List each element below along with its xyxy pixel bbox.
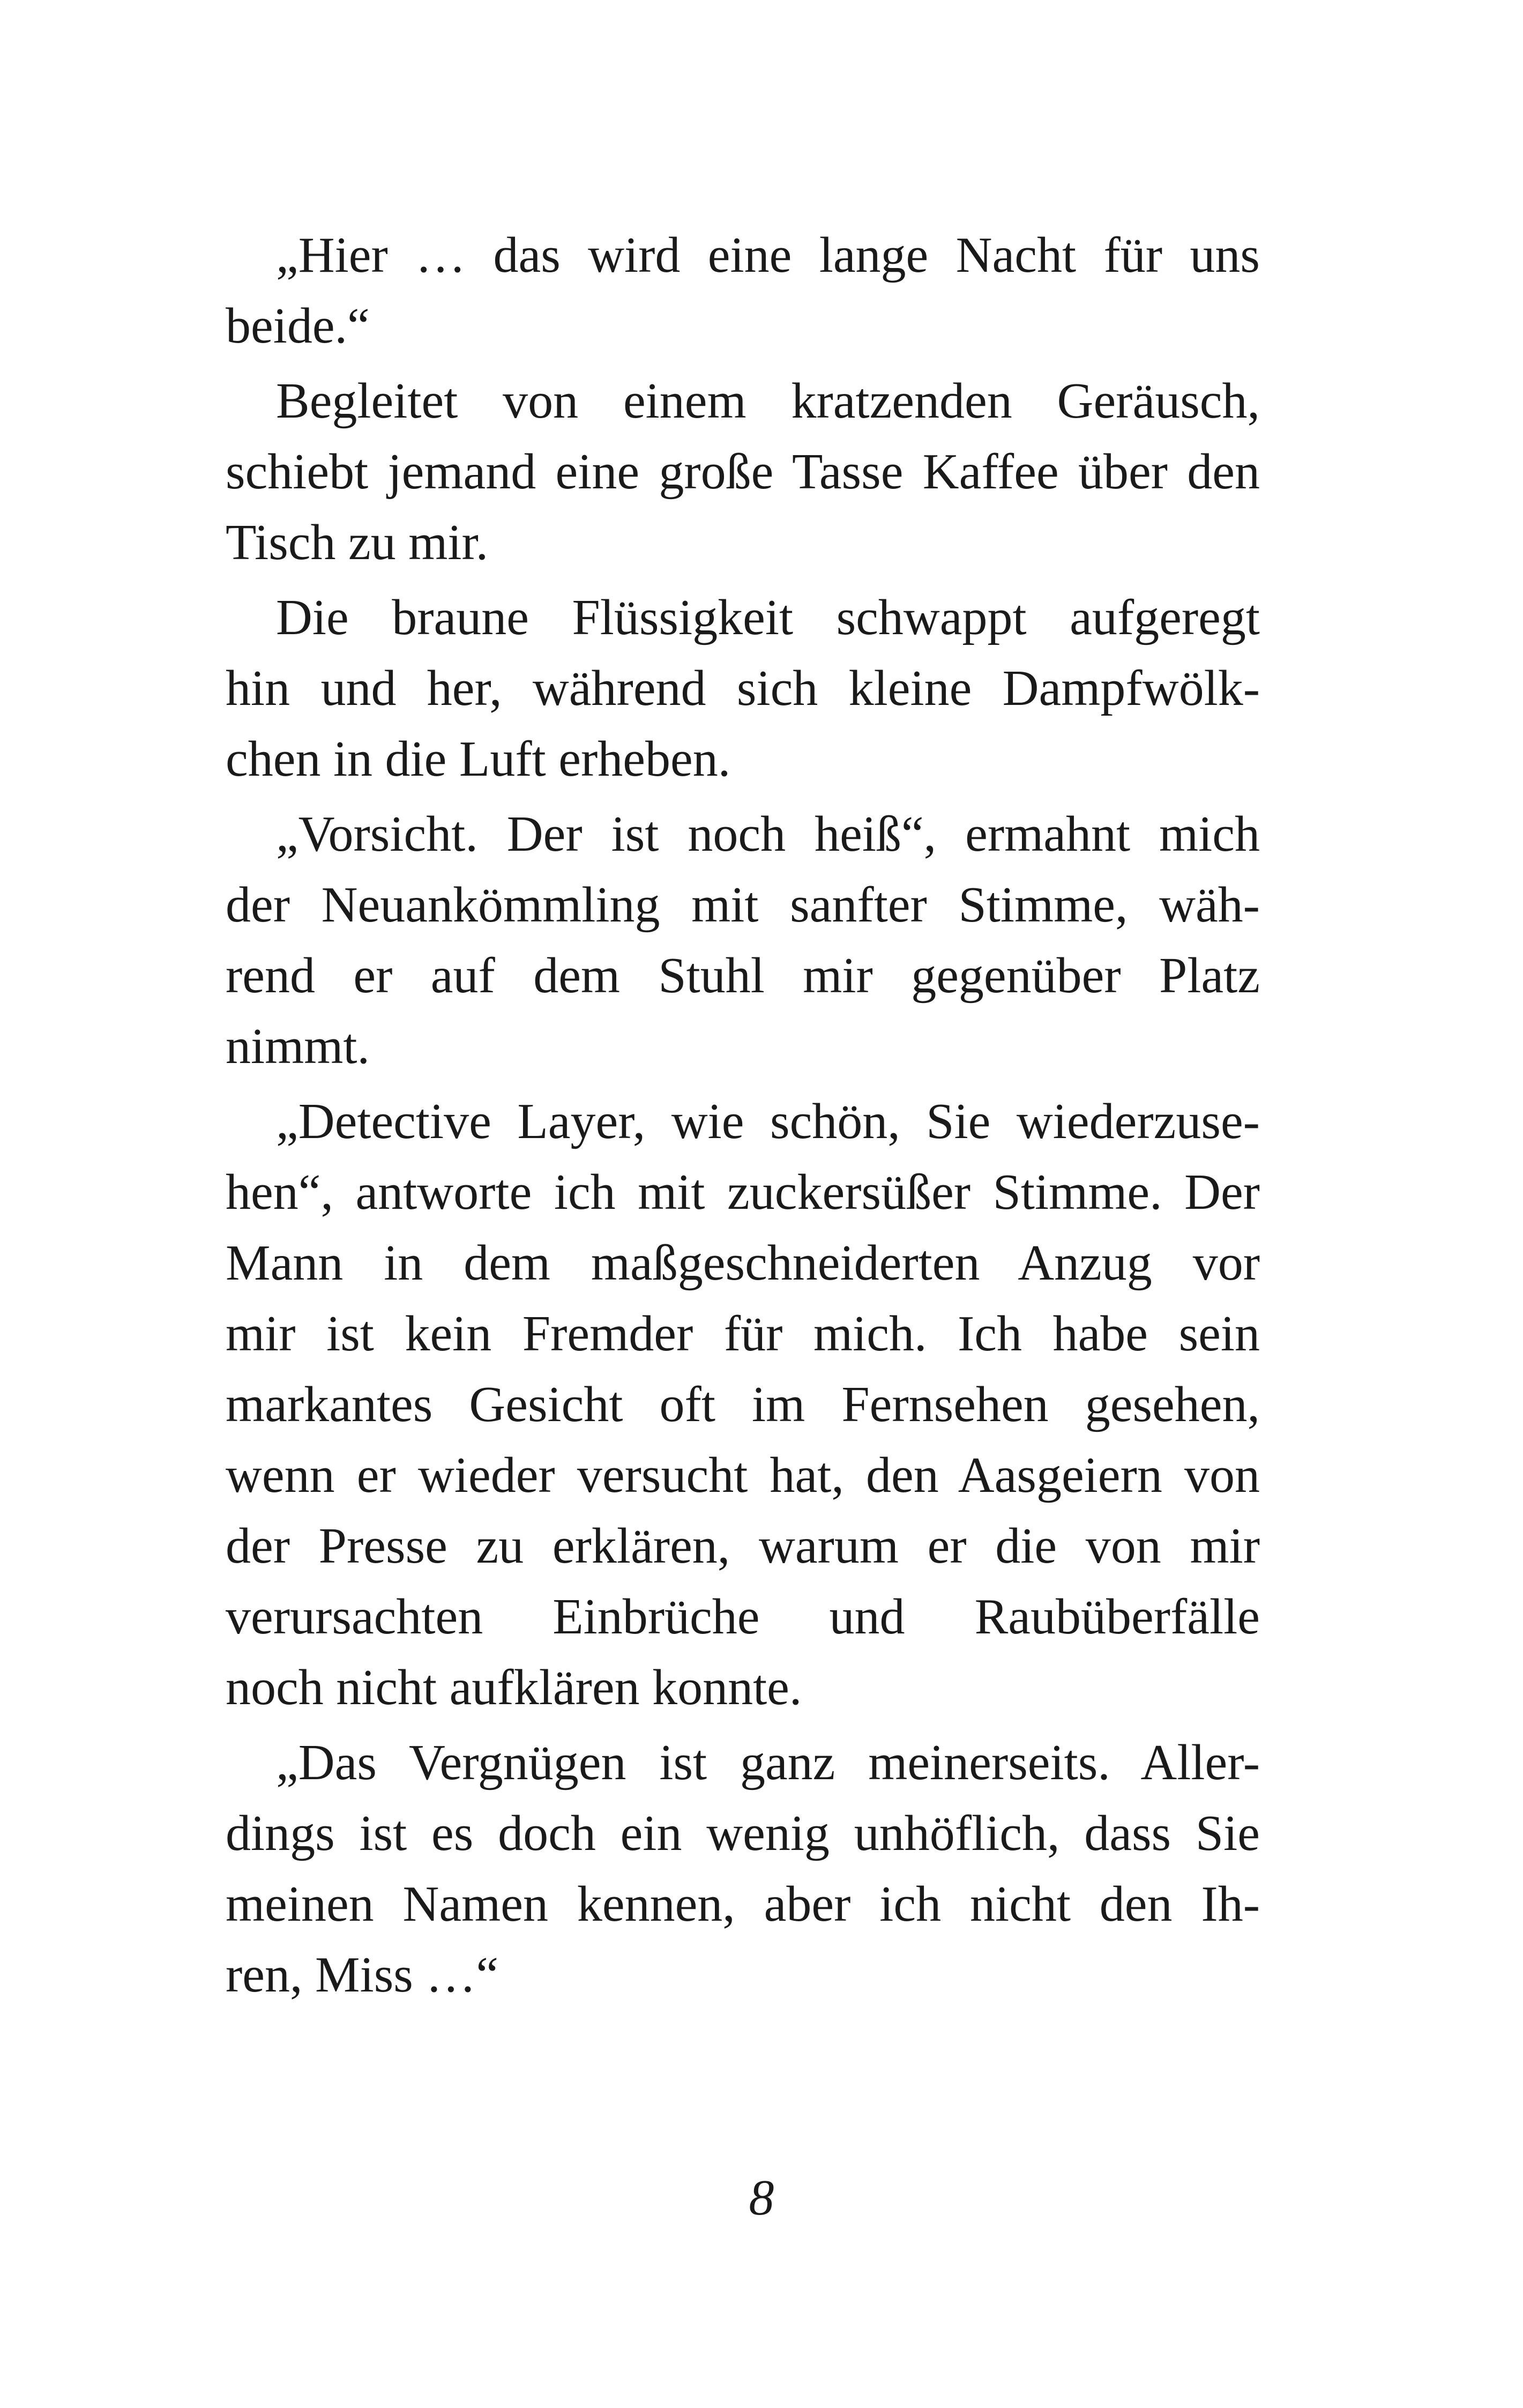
paragraph-5 [226,1086,1260,1723]
paragraph-4 [226,799,1260,1082]
text-line: „Vorsicht. Der ist noch heiß“, ermahnt mich [276,806,1260,862]
text-line: markantes Gesicht oft im Fernsehen gesehen, [226,1377,1260,1432]
text-line: Begleitet von einem kratzenden Geräusch, [276,373,1260,429]
text-line: dings ist es doch ein wenig unhöflich, dass Sie [226,1805,1260,1861]
text-line: mir ist kein Fremder für mich. Ich habe sein [226,1306,1260,1362]
text-line: „Hier … das wird eine lange Nacht für uns [276,227,1260,283]
text-line: hin und her, während sich kleine Dampfwölk- [226,660,1260,716]
body-text [226,220,1260,2015]
paragraph-2 [226,366,1260,578]
paragraph-3 [226,582,1260,794]
text-line: „Detective Layer, wie schön, Sie wiederzuse- [276,1094,1260,1149]
text-line: hen“, antworte ich mit zuckersüßer Stimme. Der [226,1164,1260,1220]
text-line: chen in die Luft erheben. [226,731,731,787]
text-line: noch nicht aufklären konnte. [226,1660,802,1715]
paragraph-1 [226,220,1260,361]
text-line: Mann in dem maßgeschneiderten Anzug vor [226,1235,1260,1291]
page-number: 8 [749,2170,774,2226]
paragraph-6 [226,1727,1260,2010]
text-line: der Presse zu erklären, warum er die von mir [226,1518,1260,1574]
text-line: Tisch zu mir. [226,515,489,570]
text-line: beide.“ [226,298,370,354]
text-line: meinen Namen kennen, aber ich nicht den Ih- [226,1876,1260,1932]
text-line: Die braune Flüssigkeit schwappt aufgeregt [276,590,1260,645]
text-line: wenn er wieder versucht hat, den Aasgeiern von [226,1447,1260,1503]
text-line: der Neuankömmling mit sanfter Stimme, wäh- [226,877,1260,933]
text-line: nimmt. [226,1019,370,1074]
text-line: ren, Miss …“ [226,1947,499,2003]
text-line: schiebt jemand eine große Tasse Kaffee über den [226,444,1260,500]
text-line: rend er auf dem Stuhl mir gegenüber Platz [226,948,1260,1004]
text-line: „Das Vergnügen ist ganz meinerseits. Aller- [276,1735,1260,1790]
text-line: verursachten Einbrüche und Raubüberfälle [226,1589,1260,1645]
